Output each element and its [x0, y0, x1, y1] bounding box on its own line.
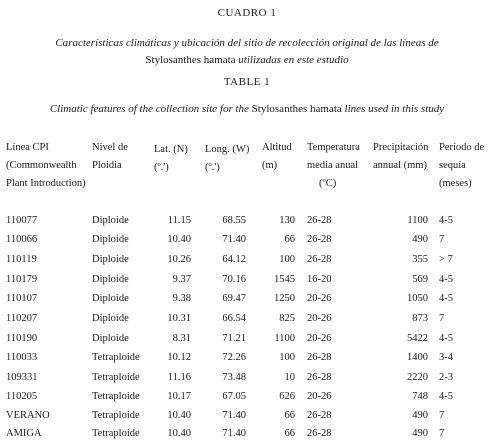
- cell-lat: 10.40: [167, 410, 191, 421]
- cell-temperature: 26-28: [307, 428, 332, 439]
- table-row: [0, 274, 494, 294]
- english-caption-before: Climatic features of the collection site for the: [49, 103, 252, 115]
- cell-alt: 100: [279, 254, 295, 265]
- english-caption: [0, 103, 494, 115]
- table-row: [0, 410, 494, 430]
- header-line-cpi: [6, 139, 86, 193]
- header-temperature: [307, 139, 360, 193]
- header-lat-1: Lat. (N): [154, 144, 188, 155]
- table-row: [0, 352, 494, 372]
- cell-line: 110066: [6, 234, 38, 245]
- cell-drought-period: 7: [439, 410, 445, 421]
- cell-drought-period: 7: [439, 428, 445, 439]
- cell-precipitation: 1400: [407, 352, 428, 363]
- header-drought-period-2: sequía: [439, 160, 466, 171]
- english-caption-after: lines used in this study: [341, 103, 445, 115]
- cell-alt: 1250: [274, 293, 295, 304]
- table-row: [0, 313, 494, 333]
- cell-lat: 9.37: [172, 274, 191, 285]
- header-ploidy: [92, 139, 128, 175]
- cell-lat: 10.40: [167, 428, 191, 439]
- header-alt: [262, 139, 292, 175]
- cell-temperature: 16-20: [307, 274, 332, 285]
- header-drought-period: [439, 139, 484, 193]
- cell-precipitation: 355: [412, 254, 428, 265]
- cell-lat: 8.31: [172, 333, 191, 344]
- cell-temperature: 26-28: [307, 410, 332, 421]
- cell-temperature: 20-26: [307, 391, 332, 402]
- cell-line: AMIGA: [6, 428, 42, 439]
- table-row: [0, 428, 494, 448]
- cell-long: 67.05: [222, 391, 246, 402]
- header-line-cpi-2: (Commonwealth: [6, 160, 77, 171]
- cell-long: 71.40: [222, 428, 246, 439]
- cell-lat: 10.17: [167, 391, 191, 402]
- cell-drought-period: 4-5: [439, 215, 453, 226]
- cell-lat: 10.26: [167, 254, 191, 265]
- cell-lat: 11.15: [167, 215, 191, 226]
- cell-lat: 10.12: [167, 352, 191, 363]
- header-lat-2: (º.'): [154, 162, 169, 173]
- cell-long: 71.40: [222, 234, 246, 245]
- table-title: TABLE 1: [223, 76, 271, 88]
- cell-drought-period: 4-5: [439, 391, 453, 402]
- cell-alt: 66: [284, 428, 295, 439]
- cell-ploidy: Diploide: [92, 293, 129, 304]
- cell-long: 66.54: [222, 313, 246, 324]
- header-long: [205, 141, 249, 177]
- table-row: [0, 215, 494, 235]
- cell-line: 110119: [6, 254, 37, 265]
- cell-line: 110190: [6, 333, 38, 344]
- cell-line: 110179: [6, 274, 38, 285]
- cell-alt: 825: [279, 313, 295, 324]
- cell-precipitation: 5422: [407, 333, 428, 344]
- cell-precipitation: 490: [412, 410, 428, 421]
- spanish-caption-rest: utilizadas en este estudio: [235, 54, 349, 66]
- cell-ploidy: Diploide: [92, 234, 129, 245]
- header-ploidy-2: Ploidia: [92, 160, 122, 171]
- cell-ploidy: Tetraploide: [92, 410, 140, 421]
- cell-precipitation: 748: [412, 391, 428, 402]
- cell-precipitation: 490: [412, 234, 428, 245]
- cell-long: 72.26: [222, 352, 246, 363]
- cell-precipitation: 1100: [407, 215, 428, 226]
- table-row: [0, 254, 494, 274]
- cell-line: 110033: [6, 352, 38, 363]
- cell-line: 110205: [6, 391, 38, 402]
- header-temperature-1: Temperatura: [307, 142, 360, 153]
- cell-temperature: 20-26: [307, 313, 332, 324]
- cell-temperature: 20-26: [307, 333, 332, 344]
- cell-temperature: 26-28: [307, 372, 332, 383]
- cell-long: 68.55: [222, 215, 246, 226]
- cell-temperature: 26-28: [307, 234, 332, 245]
- cell-temperature: 26-28: [307, 215, 332, 226]
- cell-ploidy: Tetraploide: [92, 352, 140, 363]
- cell-lat: 10.40: [167, 234, 191, 245]
- table-row: [0, 391, 494, 411]
- cell-alt: 130: [279, 215, 295, 226]
- header-temperature-3: (ºC): [319, 178, 337, 189]
- cell-alt: 66: [284, 234, 295, 245]
- cell-precipitation: 2220: [407, 372, 428, 383]
- spanish-caption-species: Stylosanthes hamata: [145, 54, 236, 66]
- cell-long: 70.16: [222, 274, 246, 285]
- cell-drought-period: 4-5: [439, 333, 453, 344]
- cell-long: 71.40: [222, 410, 246, 421]
- cell-long: 73.48: [222, 372, 246, 383]
- header-line-cpi-3: Plant Introduction): [6, 178, 86, 189]
- cell-alt: 1100: [274, 333, 295, 344]
- cell-ploidy: Tetraploide: [92, 372, 140, 383]
- english-caption-species: Stylosanthes hamata: [251, 103, 342, 115]
- cell-ploidy: Diploide: [92, 274, 129, 285]
- header-long-2: (º.'): [205, 162, 220, 173]
- header-precipitation-2: annual (mm): [373, 160, 427, 171]
- table-row: [0, 333, 494, 353]
- cell-drought-period: 7: [439, 234, 445, 245]
- header-precipitation: [373, 139, 428, 175]
- table-row: [0, 372, 494, 392]
- header-alt-1: Altitud: [262, 142, 292, 153]
- header-precipitation-1: Precipitación: [373, 142, 429, 153]
- cell-temperature: 26-28: [307, 352, 332, 363]
- cell-ploidy: Diploide: [92, 254, 129, 265]
- spanish-caption-line-2: [0, 54, 494, 66]
- cuadro-title: CUADRO 1: [217, 7, 277, 19]
- cell-lat: 9.38: [172, 293, 191, 304]
- header-line-cpi-1: Línea CPI: [6, 142, 49, 153]
- cell-long: 71.21: [222, 333, 246, 344]
- cell-ploidy: Diploide: [92, 313, 129, 324]
- cell-ploidy: Diploide: [92, 215, 129, 226]
- header-ploidy-1: Nivel de: [92, 142, 128, 153]
- cell-line: 110207: [6, 313, 38, 324]
- cell-line: 110077: [6, 215, 38, 226]
- spanish-caption-line-1: Características climáticas y ubicación del sitio de recolección original de las líneas de: [55, 37, 439, 49]
- cell-drought-period: > 7: [439, 254, 453, 265]
- table-row: [0, 234, 494, 254]
- cell-lat: 10.31: [167, 313, 191, 324]
- cell-temperature: 20-26: [307, 293, 332, 304]
- cell-drought-period: 4-5: [439, 293, 453, 304]
- header-alt-2: (m): [262, 160, 278, 171]
- cell-drought-period: 7: [439, 313, 445, 324]
- header-long-1: Long. (W): [205, 144, 250, 155]
- header-drought-period-3: (meses): [439, 178, 472, 189]
- cell-drought-period: 2-3: [439, 372, 453, 383]
- cell-precipitation: 490: [412, 428, 428, 439]
- cell-lat: 11.16: [167, 372, 191, 383]
- header-temperature-2: media anual: [307, 160, 359, 171]
- cell-alt: 10: [284, 372, 295, 383]
- cell-line: 109331: [6, 372, 38, 383]
- cell-precipitation: 569: [412, 274, 428, 285]
- table-row: [0, 293, 494, 313]
- header-drought-period-1: Período de: [439, 142, 485, 153]
- cell-drought-period: 4-5: [439, 274, 453, 285]
- cell-alt: 66: [284, 410, 295, 421]
- cell-ploidy: Tetraploide: [92, 428, 140, 439]
- cell-long: 64.12: [222, 254, 246, 265]
- cell-precipitation: 873: [412, 313, 428, 324]
- cell-precipitation: 1050: [407, 293, 428, 304]
- cell-line: VERANO: [6, 410, 50, 421]
- cell-long: 69.47: [222, 293, 246, 304]
- cell-drought-period: 3-4: [439, 352, 453, 363]
- cell-ploidy: Diploide: [92, 333, 129, 344]
- cell-alt: 100: [279, 352, 295, 363]
- cell-line: 110107: [6, 293, 38, 304]
- cell-ploidy: Tetraploide: [92, 391, 140, 402]
- cell-alt: 626: [279, 391, 295, 402]
- cell-alt: 1545: [274, 274, 295, 285]
- cell-temperature: 26-28: [307, 254, 332, 265]
- header-lat: [154, 141, 188, 177]
